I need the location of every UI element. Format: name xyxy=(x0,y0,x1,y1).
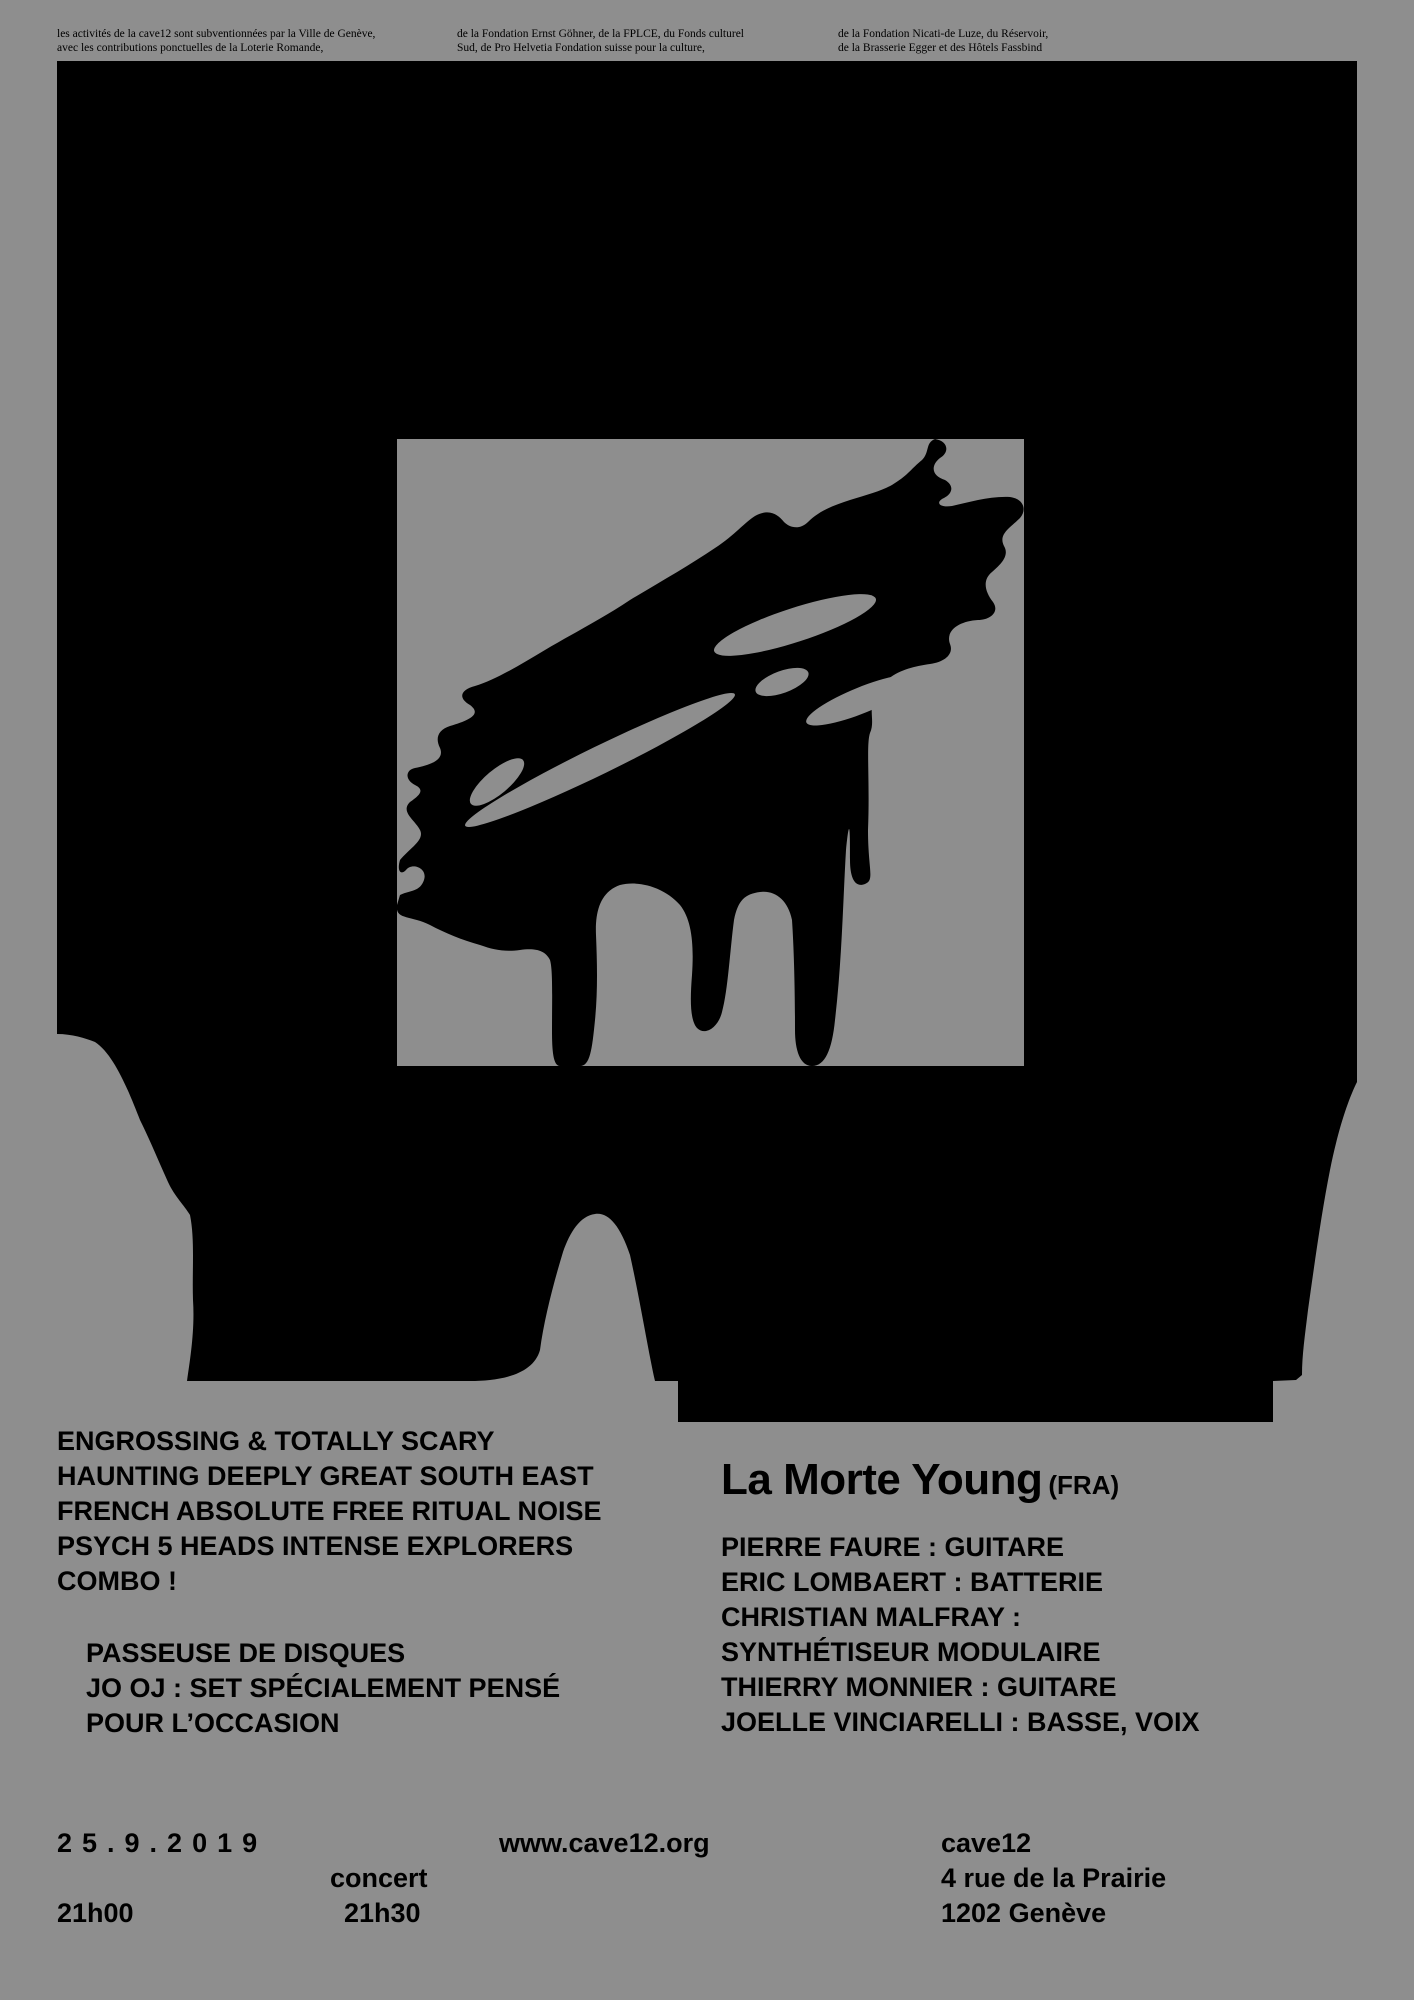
description-line: FRENCH ABSOLUTE FREE RITUAL NOISE xyxy=(57,1496,602,1526)
credit-line: Sud, de Pro Helvetia Fondation suisse pour la culture, xyxy=(457,42,705,54)
dj-info xyxy=(86,1636,560,1741)
member-line: JOELLE VINCIARELLI : BASSE, VOIX xyxy=(721,1707,1200,1737)
credit-line: de la Fondation Ernst Göhner, de la FPLCE, du Fonds culturel xyxy=(457,28,745,40)
artist-heading xyxy=(721,1455,1119,1505)
artist-origin: (FRA) xyxy=(1048,1470,1120,1500)
dj-line: JO OJ : SET SPÉCIALEMENT PENSÉ xyxy=(86,1673,561,1703)
credit-line: de la Brasserie Egger et des Hôtels Fassbind xyxy=(838,42,1043,54)
description-line: HAUNTING DEEPLY GREAT SOUTH EAST xyxy=(57,1461,594,1491)
description-line: PSYCH 5 HEADS INTENSE EXPLORERS xyxy=(57,1531,574,1561)
venue-street: 4 rue de la Prairie xyxy=(941,1863,1167,1893)
venue-city: 1202 Genève xyxy=(941,1898,1107,1928)
band-members xyxy=(721,1530,1200,1740)
venue-address xyxy=(941,1826,1166,1931)
member-line: CHRISTIAN MALFRAY : xyxy=(721,1602,1022,1632)
credit-line: les activités de la cave12 sont subventionnées par la Ville de Genève, xyxy=(57,28,376,40)
concert-label: concert xyxy=(330,1863,428,1893)
dj-line: PASSEUSE DE DISQUES xyxy=(86,1638,406,1668)
artist-name: La Morte Young xyxy=(721,1455,1043,1504)
doors-time: 21h00 xyxy=(57,1898,134,1928)
band-description xyxy=(57,1424,602,1599)
website-url: www.cave12.org xyxy=(499,1828,710,1858)
member-line: PIERRE FAURE : GUITARE xyxy=(721,1532,1065,1562)
concert-time: 21h30 xyxy=(344,1898,421,1928)
dj-line: POUR L’OCCASION xyxy=(86,1708,340,1738)
event-date: 25.9.2019 xyxy=(57,1828,268,1858)
member-line: ERIC LOMBAERT : BATTERIE xyxy=(721,1567,1103,1597)
description-line: COMBO ! xyxy=(57,1566,177,1596)
credit-line: de la Fondation Nicati-de Luze, du Réservoir, xyxy=(838,28,1049,40)
description-line: ENGROSSING & TOTALLY SCARY xyxy=(57,1426,495,1456)
venue-name: cave12 xyxy=(941,1828,1032,1858)
credit-line: avec les contributions ponctuelles de la Loterie Romande, xyxy=(57,42,324,54)
member-line: SYNTHÉTISEUR MODULAIRE xyxy=(721,1637,1101,1667)
member-line: THIERRY MONNIER : GUITARE xyxy=(721,1672,1117,1702)
